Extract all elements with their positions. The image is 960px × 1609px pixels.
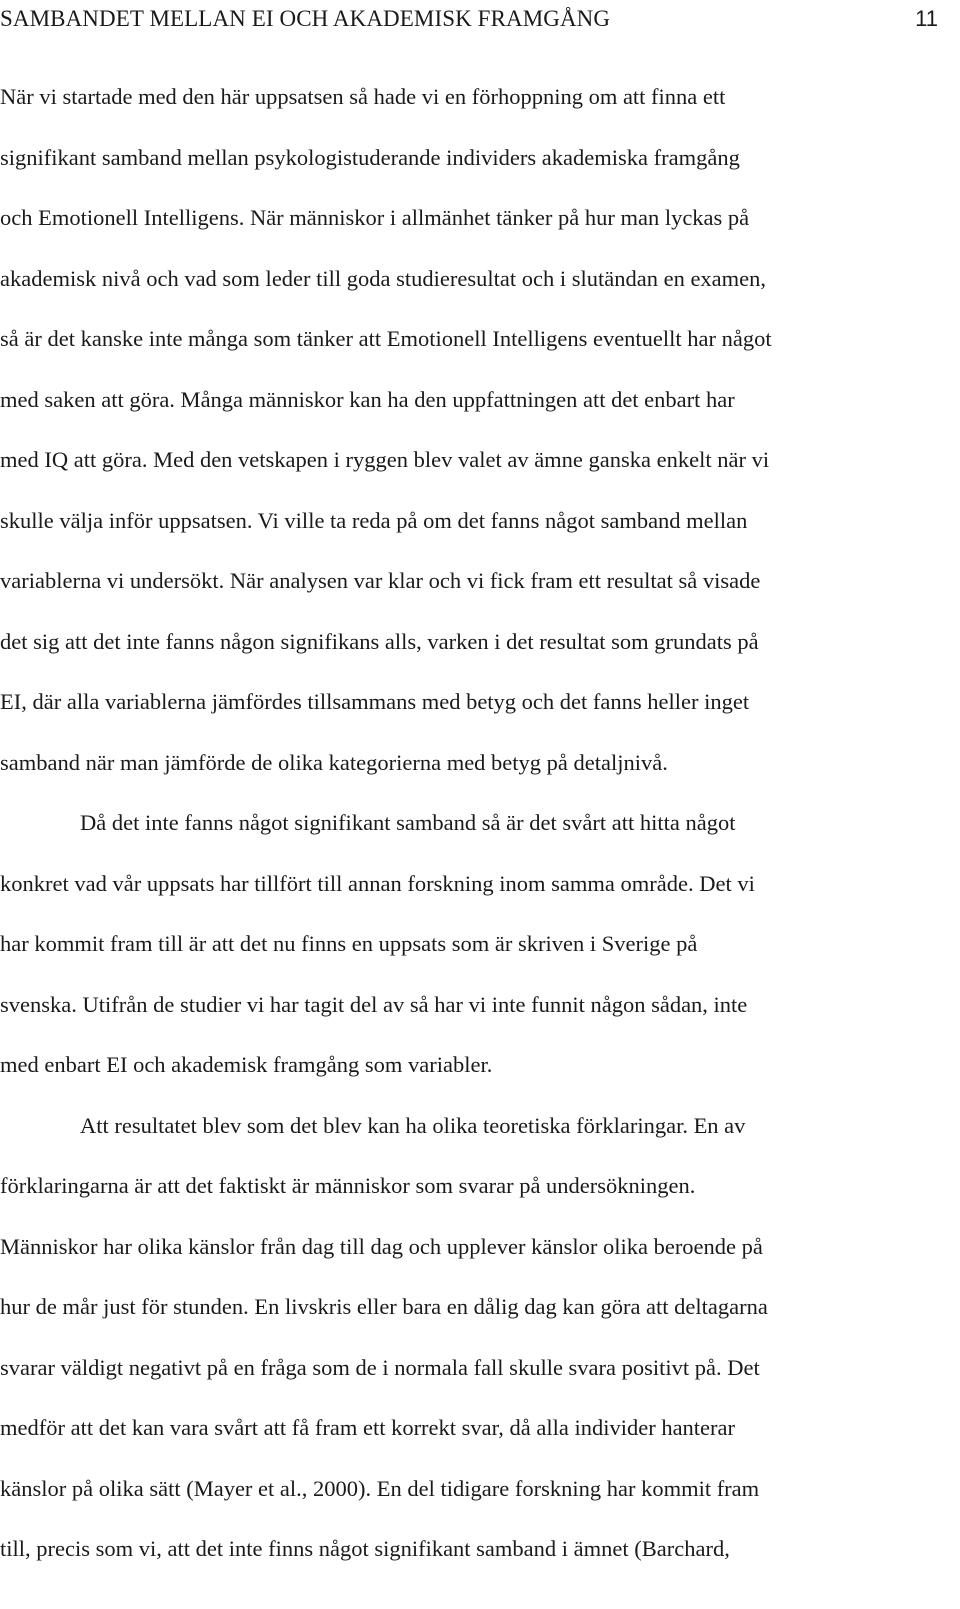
- running-head: [0, 4, 938, 34]
- text-line: samband när man jämförde de olika kategorierna med betyg på detaljnivå.: [0, 749, 668, 775]
- running-title: SAMBANDET MELLAN EI OCH AKADEMISK FRAMGÅNG: [0, 6, 611, 31]
- text-line: Människor har olika känslor från dag till dag och upplever känslor olika beroende på: [0, 1233, 763, 1259]
- text-line: konkret vad vår uppsats har tillfört till annan forskning inom samma område. Det vi: [0, 870, 755, 896]
- text-line: medför att det kan vara svårt att få fram ett korrekt svar, då alla individer hanterar: [0, 1415, 736, 1440]
- paragraph-2: [0, 793, 938, 1096]
- text-line: EI, där alla variablerna jämfördes tillsammans med betyg och det fanns heller inget: [0, 689, 750, 714]
- text-line: svenska. Utifrån de studier vi har tagit del av så har vi inte funnit någon sådan, inte: [0, 991, 748, 1017]
- text-line: Då det inte fanns något signifikant samband så är det svårt att hitta något: [80, 810, 736, 835]
- text-line: känslor på olika sätt (Mayer et al., 2000). En del tidigare forskning har kommit fram: [0, 1475, 760, 1501]
- text-line: med enbart EI och akademisk framgång som variabler.: [0, 1052, 493, 1077]
- text-line: och Emotionell Intelligens. När människor i allmänhet tänker på hur man lyckas på: [0, 205, 750, 230]
- text-line: det sig att det inte fanns någon signifikans alls, varken i det resultat som grundats på: [0, 628, 759, 654]
- text-line: förklaringarna är att det faktiskt är människor som svarar på undersökningen.: [0, 1173, 696, 1198]
- page-number: 11: [915, 6, 938, 31]
- body-text: [0, 67, 938, 1580]
- text-line: variablerna vi undersökt. När analysen var klar och vi fick fram ett resultat så visade: [0, 568, 761, 593]
- text-line: hur de mår just för stunden. En livskris eller bara en dålig dag kan göra att deltagarna: [0, 1294, 768, 1319]
- text-line: till, precis som vi, att det inte finns något signifikant samband i ämnet (Barchard,: [0, 1536, 730, 1561]
- paragraph-3: [0, 1096, 938, 1580]
- text-line: skulle välja inför uppsatsen. Vi ville ta reda på om det fanns något samband mellan: [0, 507, 748, 533]
- text-line: har kommit fram till är att det nu finns en uppsats som är skriven i Sverige på: [0, 931, 698, 956]
- text-line: signifikant samband mellan psykologistuderande individers akademiska framgång: [0, 144, 740, 170]
- text-line: med saken att göra. Många människor kan ha den uppfattningen att det enbart har: [0, 386, 735, 412]
- text-line: svarar väldigt negativt på en fråga som de i normala fall skulle svara positivt på. Det: [0, 1354, 760, 1380]
- paragraph-1: [0, 67, 938, 793]
- text-line: Att resultatet blev som det blev kan ha olika teoretiska förklaringar. En av: [80, 1112, 746, 1138]
- text-line: När vi startade med den här uppsatsen så hade vi en förhoppning om att finna ett: [0, 84, 726, 109]
- text-line: akademisk nivå och vad som leder till goda studieresultat och i slutändan en examen,: [0, 265, 767, 291]
- text-line: så är det kanske inte många som tänker att Emotionell Intelligens eventuellt har något: [0, 326, 772, 351]
- text-line: med IQ att göra. Med den vetskapen i ryggen blev valet av ämne ganska enkelt när vi: [0, 447, 770, 472]
